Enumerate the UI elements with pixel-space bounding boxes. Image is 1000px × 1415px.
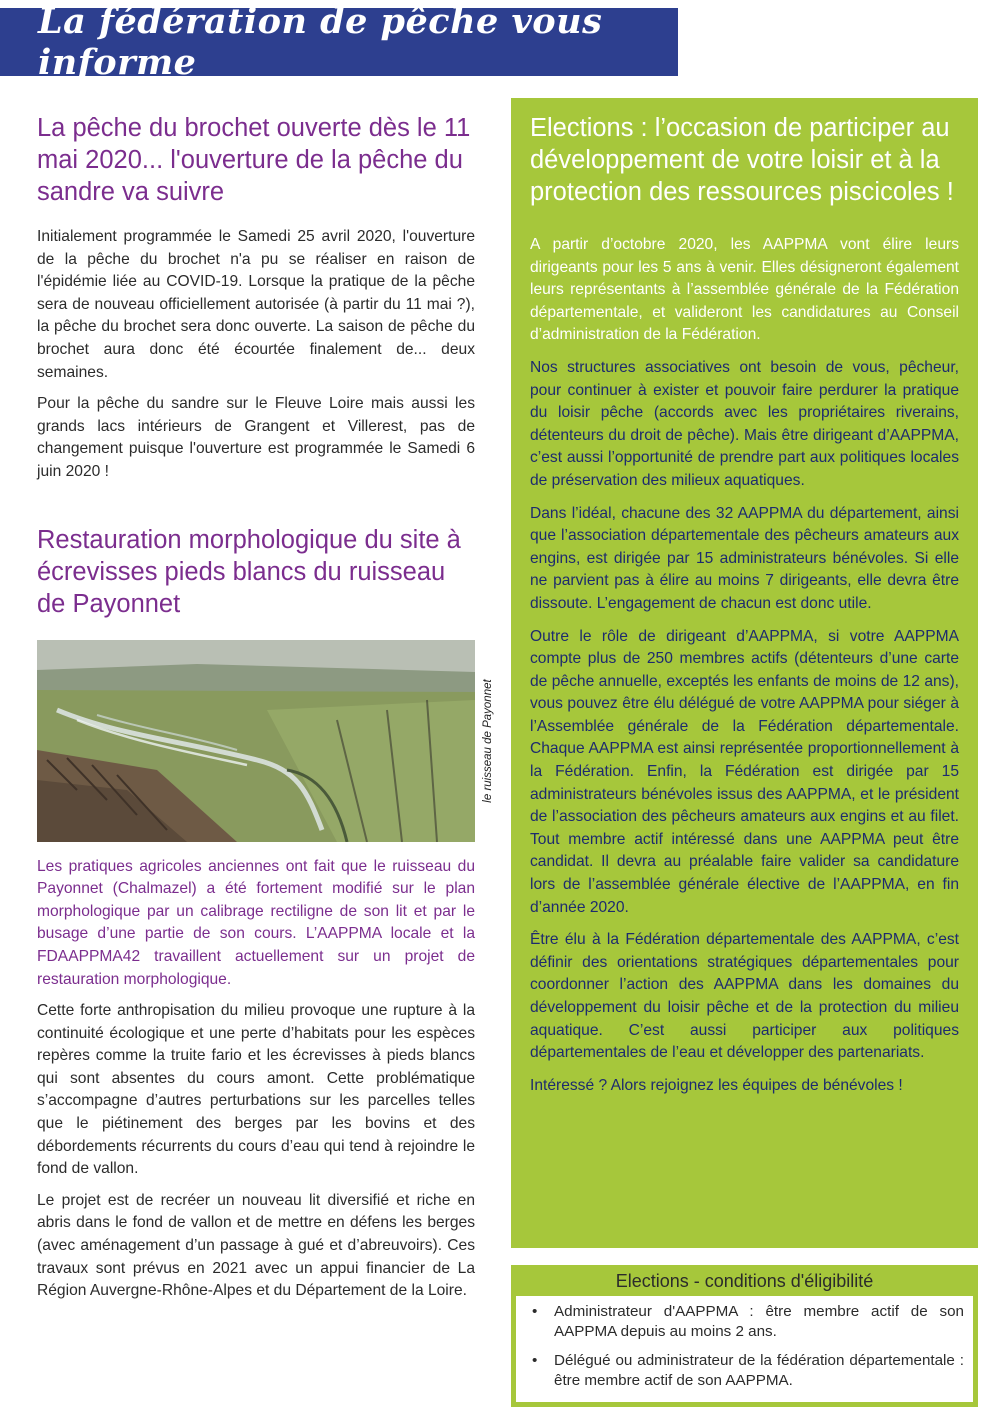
- article-restoration-title: Restauration morphologique du site à écrevisses pieds blancs du ruisseau de Payonnet: [37, 525, 461, 618]
- article-pike-paragraph: Initialement programmée le Samedi 25 avril 2020, l'ouverture de la pêche du brochet n'a pu se réaliser en raison de l'épidémie liée au COVID-19. Lorsque la pratique de la pêche sera de nouveau officiellement autorisée (à partir du 11 mai ?), la pêche du brochet sera donc ouverte. La saison de pêche du brochet aura donc été écourtée finalement de... deux semaines.: [37, 228, 475, 381]
- elections-call-to-action: Intéressé ? Alors rejoignez les équipes de bénévoles !: [530, 1076, 903, 1094]
- elections-paragraph: Outre le rôle de dirigeant d’AAPPMA, si votre AAPPMA compte plus de 250 membres actifs (détenteurs d’une carte de pêche annuelle, exceptés les enfants de moins de 12 ans), vous pouvez être élu délégué de votre AAPPMA pour siéger à l’Assemblée générale de la Fédération départementale. Chaque AAPPMA est ainsi représentée proportionnellement à la Fédération. Enfin, la Fédération est dirigée par 15 administrateurs bénévoles issus des AAPPMA, et le président de l’association des pêcheurs amateurs aux engins et au filet. Tout membre actif intéressé dans une AAPPMA peut être candidat. Il devra au préalable faire valider sa candidature lors de l’assemblée générale élective de l’AAPPMA, en fin d’année 2020.: [530, 627, 959, 916]
- article-restoration-paragraph: Cette forte anthropisation du milieu provoque une rupture à la continuité écologique et une perte d’habitats pour les espèces repères comme la truite fario et les écrevisses à pieds blancs qui sont absentes du cours amont. Cette problématique s’accompagne d’autres perturbations sur les parcelles telles que le piétinement des berges par les bovins et des débordements récurrents du cours d’eau qui tend à rejoindre le fond de vallon.: [37, 1002, 475, 1178]
- banner-title: La fédération de pêche vous informe: [38, 1, 603, 83]
- article-restoration-lead: Les pratiques agricoles anciennes ont fait que le ruisseau du Payonnet (Chalmazel) a été fortement modifié sur le plan morphologique par un calibrage rectiligne de son lit et par le busage d’une partie de son cours. L’AAPPMA locale et la FDAAPPMA42 travaillent actuellement sur un projet de restauration morphologique.: [37, 857, 475, 988]
- elections-paragraph: Dans l’idéal, chacune des 32 AAPPMA du département, ainsi que l’association départementale des pêcheurs amateurs aux engins, est dirigée par 15 administrateurs bénévoles. Si elle ne parvient pas à élire au moins 7 dirigeants, elle devra être dissoute. L’engagement de chacun est donc utile.: [530, 504, 959, 612]
- elections-title: Elections : l’occasion de participer au développement de votre loisir et à la protection des ressources piscicoles !: [530, 114, 954, 206]
- elections-paragraph: Être élu à la Fédération départementale des AAPPMA, c’est définir des orientations stratégiques départementales pour coordonner l’action des AAPPMA dans les domaines du développement du loisir pêche et de la protection du milieu aquatique. C’est aussi participer aux politiques départementales de l’eau et développer des partenariats.: [530, 931, 959, 1062]
- bullet-icon: •: [532, 1303, 538, 1320]
- photo-caption: le ruisseau de Payonnet: [482, 678, 494, 803]
- elections-paragraph: Nos structures associatives ont besoin de vous, pêcheur, pour continuer à exister et pouvoir faire perdurer la pratique du loisir pêche (accords avec les propriétaires riverains, détenteurs du droit de pêche). Mais être dirigeant d’AAPPMA, c’est aussi l’opportunité de prendre part aux politiques locales de préservation des milieux aquatiques.: [530, 358, 959, 489]
- eligibility-title: Elections - conditions d'éligibilité: [516, 1270, 973, 1296]
- eligibility-list: [516, 1296, 973, 1391]
- stream-photo: [37, 640, 475, 842]
- eligibility-box: [511, 1265, 978, 1407]
- article-restoration-paragraph: Le projet est de recréer un nouveau lit diversifié et riche en abris dans le fond de vallon et de mettre en défens les berges (avec aménagement d’un passage à gué et d’abreuvoirs). Ces travaux sont prévus en 2021 avec un appui financier de La Région Auvergne-Rhône-Alpes et du Département de la Loire.: [37, 1191, 475, 1300]
- bullet-icon: •: [532, 1352, 538, 1369]
- article-pike-paragraph: Pour la pêche du sandre sur le Fleuve Loire mais aussi les grands lacs intérieurs de Grangent et Villerest, pas de changement puisque l'ouverture est programmée le Samedi 6 juin 2020 !: [37, 395, 475, 480]
- photo-block: [37, 640, 494, 842]
- eligibility-item: • Délégué ou administrateur de la fédération départementale : être membre actif de son AAPPMA.: [532, 1352, 964, 1389]
- eligibility-item: • Administrateur d'AAPPMA : être membre actif de son AAPPMA depuis au moins 2 ans.: [532, 1303, 964, 1340]
- left-column: [37, 112, 494, 1303]
- page-banner: [0, 1, 678, 83]
- article-pike-title: La pêche du brochet ouverte dès le 11 mai 2020... l'ouverture de la pêche du sandre va suivre: [37, 114, 471, 206]
- elections-box: [511, 98, 978, 1248]
- elections-paragraph: A partir d’octobre 2020, les AAPPMA vont élire leurs dirigeants pour les 5 ans à venir. Elles désigneront également leurs représentants à l’assemblée générale de la Fédération départementale, et valideront les candidatures au Conseil d’administration de la Fédération.: [530, 236, 959, 344]
